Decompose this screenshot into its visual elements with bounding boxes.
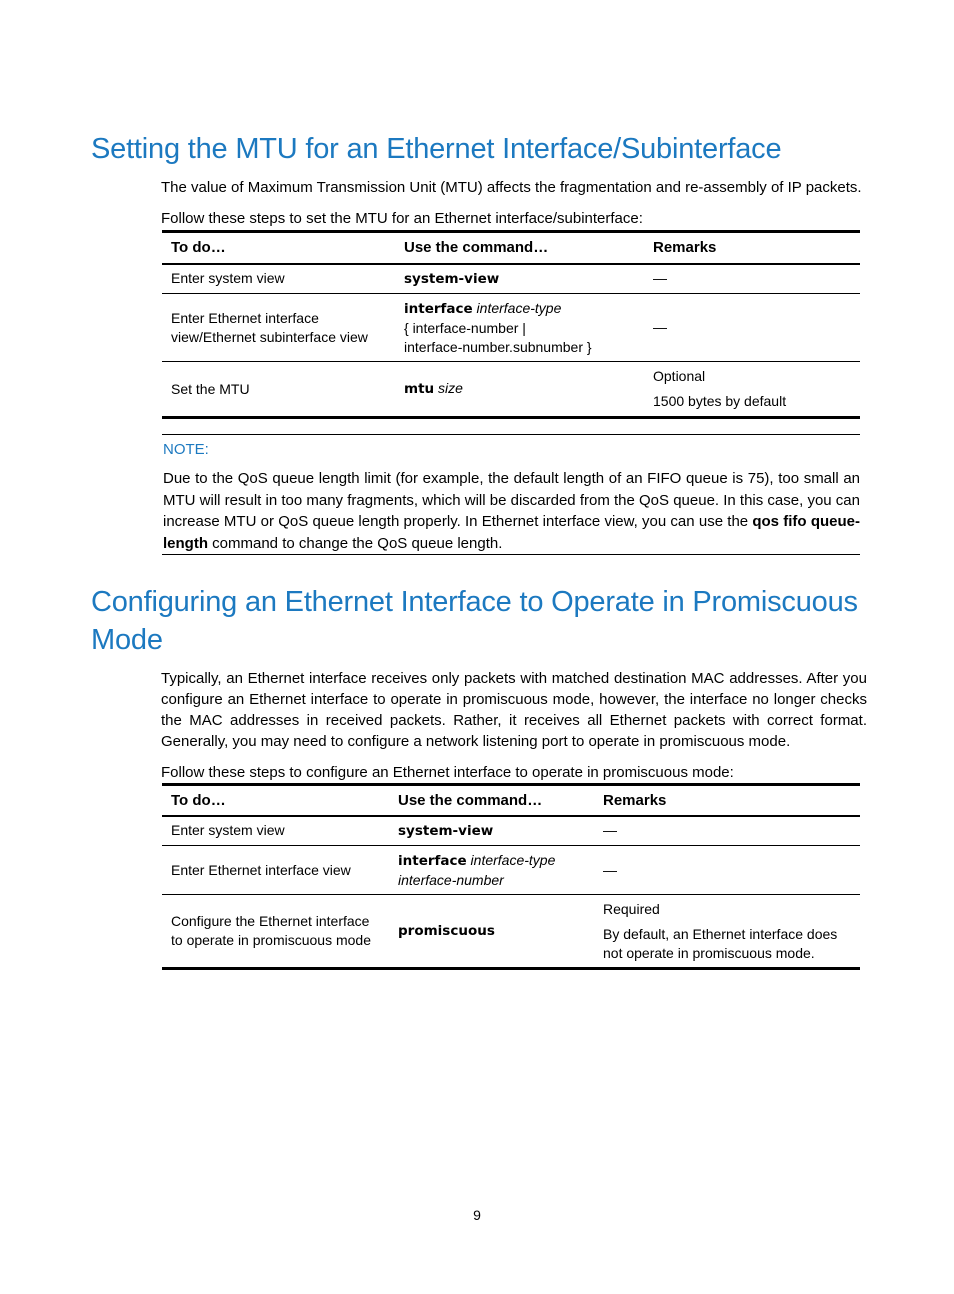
mtu-steps-table: [162, 230, 860, 419]
column-header: Remarks: [603, 791, 667, 809]
page-number: 9: [473, 1207, 481, 1223]
steps-intro: Follow these steps to configure an Ethernet interface to operate in promiscuous mode:: [161, 764, 734, 781]
command-cell: [395, 362, 644, 418]
command-cell: [389, 895, 594, 969]
note-text-part: command to change the QoS queue length.: [208, 534, 503, 552]
todo-cell: Enter Ethernet interface view: [171, 861, 351, 878]
todo-cell: Enter system view: [171, 822, 285, 839]
command-cell: [389, 816, 594, 846]
todo-cell: Enter system view: [171, 270, 285, 287]
command-keyword: promiscuous: [398, 923, 495, 939]
table-header-row: [162, 785, 860, 816]
command-cell: [389, 846, 594, 895]
command-arg: size: [438, 380, 463, 396]
table-row: [162, 362, 860, 418]
section-intro: The value of Maximum Transmission Unit (MTU) affects the fragmentation and re-assembly of IP packets.: [161, 179, 862, 196]
command-arg: interface-type: [476, 299, 562, 316]
remark-line: By default, an Ethernet interface does not operate in promiscuous mode.: [603, 925, 838, 961]
column-header: To do…: [171, 239, 226, 257]
section-title: Setting the MTU for an Ethernet Interface/Subinterface: [91, 133, 782, 165]
note-text-part: Due to the QoS queue length limit (for example, the default length of an FIFO queue is 75), too small an MTU will result in too many fragments, which will be discarded from the QoS queue. In this case, you can increase MTU or QoS queue length properly. In Ethernet interface view, you can use the: [163, 470, 860, 530]
remark-line: Optional: [653, 368, 706, 384]
table-row: [162, 294, 860, 362]
remarks-cell: [594, 895, 860, 969]
command-keyword: mtu: [404, 381, 435, 397]
command-arg: interface-number: [398, 871, 504, 888]
table-row: [162, 264, 860, 294]
note-text: [163, 468, 860, 554]
table-row: [162, 895, 860, 969]
command-arg: interface-number.subnumber }: [404, 338, 592, 355]
note-label: NOTE:: [163, 441, 209, 458]
table-header-row: [162, 232, 860, 264]
column-header: Use the command…: [404, 239, 549, 257]
remarks-cell: —: [603, 822, 617, 839]
table-row: [162, 816, 860, 846]
note-command: qos fifo queue-length: [163, 513, 860, 552]
column-header: Remarks: [653, 239, 717, 257]
steps-intro: Follow these steps to set the MTU for an Ethernet interface/subinterface:: [161, 210, 643, 227]
column-header: To do…: [171, 791, 226, 809]
column-header: Use the command…: [398, 791, 543, 809]
remarks-cell: —: [603, 861, 617, 878]
remark-line: 1500 bytes by default: [653, 393, 787, 409]
command-cell: [395, 264, 644, 294]
command-cell: [395, 294, 644, 362]
command-keyword: interface: [404, 300, 473, 317]
remarks-cell: —: [653, 270, 667, 287]
section-title: Configuring an Ethernet Interface to Operate in Promiscuous Mode: [91, 586, 858, 656]
remarks-cell: [644, 362, 860, 418]
note-box: [162, 434, 860, 555]
todo-cell: Configure the Ethernet interface to operate in promiscuous mode: [171, 913, 371, 948]
command-arg: { interface-number |: [404, 319, 526, 336]
promiscuous-steps-table: [162, 783, 860, 970]
todo-cell: Set the MTU: [171, 380, 250, 397]
section-intro: Typically, an Ethernet interface receives only packets with matched destination MAC addresses. After you configure an Ethernet interface to operate in promiscuous mode, however, the interface no longer checks the MAC addresses in received packets. Rather, it receives all Ethernet packets with correct format. Generally, you may need to configure a network listening port to operate in promiscuous mode.: [161, 670, 867, 750]
command-keyword: system-view: [404, 270, 500, 287]
command-keyword: system-view: [398, 822, 494, 839]
command-arg: interface-type: [470, 851, 556, 868]
command-keyword: interface: [398, 852, 467, 869]
remark-line: Required: [603, 900, 660, 917]
remarks-cell: —: [653, 319, 667, 335]
todo-cell: Enter Ethernet interface view/Ethernet subinterface view: [171, 309, 368, 345]
table-row: [162, 846, 860, 895]
